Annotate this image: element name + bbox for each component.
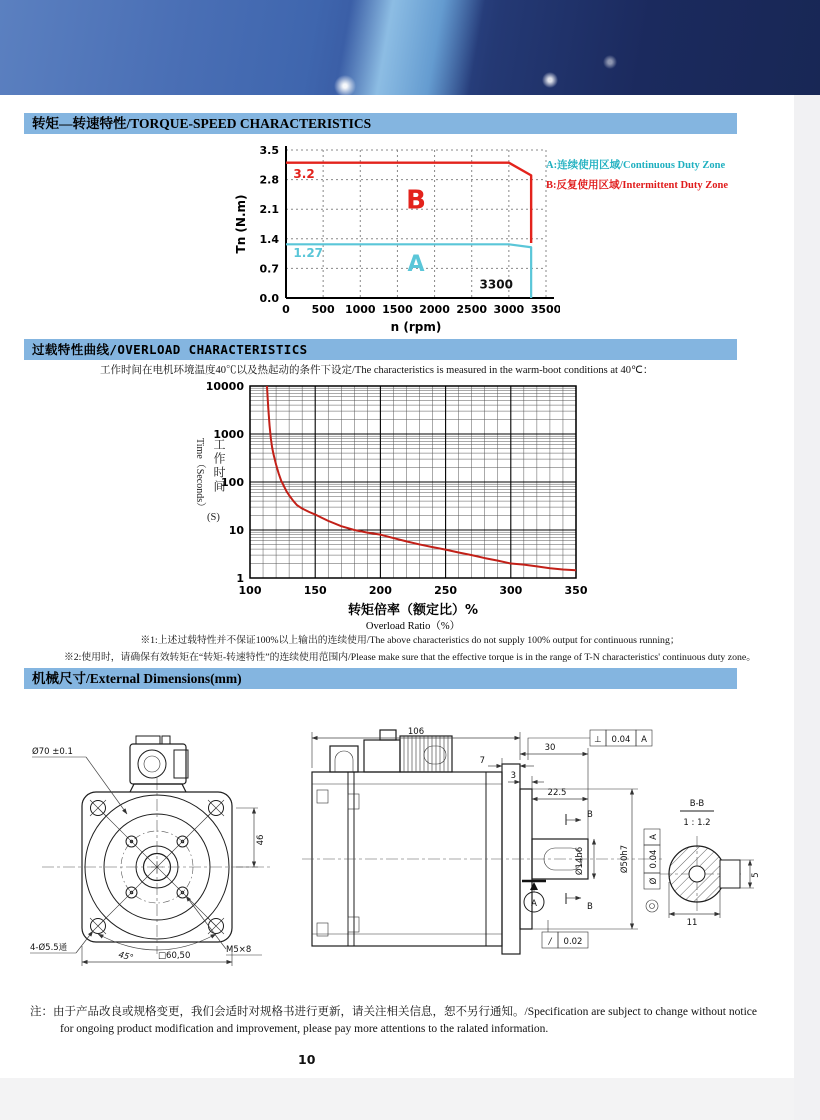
svg-text:⊥: ⊥ xyxy=(594,735,602,745)
dim-label-46: 46 xyxy=(256,834,266,846)
svg-text:2.1: 2.1 xyxy=(259,203,279,217)
page-margin-right xyxy=(794,95,820,1120)
legend-intermittent-duty: B:反复使用区域/Intermittent Duty Zone xyxy=(546,180,728,191)
dim-label-45deg: 45° xyxy=(117,950,135,964)
svg-text:3000: 3000 xyxy=(493,303,525,316)
section-title-dimensions: 机械尺寸/External Dimensions(mm) xyxy=(24,668,737,689)
svg-text:100: 100 xyxy=(221,476,244,489)
svg-text:0.7: 0.7 xyxy=(259,262,279,276)
section-title-overload: 过载特性曲线/OVERLOAD CHARACTERISTICS xyxy=(24,339,737,360)
torque-speed-chart-wrap xyxy=(230,140,560,336)
overload-ylabel-unit: (S) xyxy=(207,512,220,523)
svg-text:1: 1 xyxy=(236,572,244,585)
chart-legend xyxy=(546,156,806,196)
tolerance-flatness xyxy=(542,920,588,948)
svg-text:3.5: 3.5 xyxy=(259,144,279,157)
svg-text:0.02: 0.02 xyxy=(563,937,583,947)
svg-text:3300: 3300 xyxy=(479,277,513,292)
section-title-torque-speed: 转矩—转速特性/TORQUE-SPEED CHARACTERISTICS xyxy=(24,113,737,134)
torque-speed-chart xyxy=(230,140,560,336)
overload-note-1: ※1:上述过载特性并不保证100%以上输出的连续使用/The above characteristics do not supply 100% output for continuous running； xyxy=(140,635,680,646)
dim-label-106: 106 xyxy=(407,727,425,737)
section-bb-scale: 1 : 1.2 xyxy=(683,818,711,828)
svg-text:A: A xyxy=(649,834,659,840)
dim-label-11: 11 xyxy=(686,918,698,928)
footer-note-prefix: 注： xyxy=(30,1006,53,1018)
svg-text:350: 350 xyxy=(564,584,588,597)
footer-note-line1: 由于产品改良或规格变更，我们会适时对规格书进行更新，请关注相关信息，恕不另行通知。/Specification are subject to change without notice xyxy=(53,1006,757,1018)
dim-label-22-5: 22.5 xyxy=(547,788,567,798)
overload-chart-wrap xyxy=(178,380,648,636)
svg-text:0.04: 0.04 xyxy=(611,735,631,745)
overload-ylabel-zh: 工作时间 xyxy=(212,438,226,494)
section-b-label-top: B xyxy=(587,810,593,820)
legend-continuous-duty: A:连续使用区域/Continuous Duty Zone xyxy=(546,160,726,171)
mechanical-drawing xyxy=(30,694,790,996)
svg-text:Overload Ratio（%）: Overload Ratio（%） xyxy=(365,621,461,632)
overload-note-2: ※2:使用时，请确保有效转矩在“转矩-转速特性”的连续使用范围内/Please make sure that the effective torque is in the range of T-N characteristics' continuous duty zone。 xyxy=(63,652,757,663)
svg-text:1500: 1500 xyxy=(382,303,413,316)
svg-text:1000: 1000 xyxy=(213,428,244,441)
svg-text:2000: 2000 xyxy=(419,303,450,316)
section-bb-view xyxy=(660,799,761,928)
overload-subtitle: 工作时间在电机环境温度40℃以及热起动的条件下设定/The characteristics is measured in the warm-boot conditions at 40℃： xyxy=(100,365,654,376)
svg-text:转矩倍率（额定比）%: 转矩倍率（额定比）% xyxy=(347,603,479,618)
svg-text:3.2: 3.2 xyxy=(293,166,315,181)
front-view xyxy=(30,736,272,966)
svg-text:0.04: 0.04 xyxy=(649,849,659,869)
svg-text:200: 200 xyxy=(368,584,392,597)
dim-label-dia70: Ø70 ±0.1 xyxy=(32,747,73,757)
page-number: 10 xyxy=(298,1052,316,1067)
dim-label-5: 5 xyxy=(751,872,761,878)
overload-chart xyxy=(178,380,588,636)
svg-text:10: 10 xyxy=(228,524,244,537)
dim-label-m5x8: M5×8 xyxy=(226,945,252,955)
svg-text:1.27: 1.27 xyxy=(293,245,324,260)
svg-text:0.0: 0.0 xyxy=(259,292,279,305)
dim-label-dia14h6: Ø14h6 xyxy=(575,846,585,876)
connector-front xyxy=(130,736,188,792)
svg-text:0: 0 xyxy=(282,303,290,316)
connector-small-side xyxy=(330,746,358,772)
dim-label-3: 3 xyxy=(510,771,516,781)
svg-text:1.4: 1.4 xyxy=(259,232,279,246)
svg-text:/: / xyxy=(548,937,552,947)
svg-text:n (rpm): n (rpm) xyxy=(390,320,442,334)
svg-text:2500: 2500 xyxy=(456,303,488,316)
overload-ylabel-en: Time（Seconds） xyxy=(194,438,205,513)
svg-text:3500: 3500 xyxy=(530,303,560,316)
svg-text:1000: 1000 xyxy=(344,303,376,316)
svg-text:A: A xyxy=(641,735,647,745)
dim-label-dia50h7: Ø50h7 xyxy=(620,844,630,874)
svg-text:Tn (N.m): Tn (N.m) xyxy=(234,194,248,254)
svg-text:300: 300 xyxy=(499,584,523,597)
svg-text:Ø: Ø xyxy=(649,877,659,885)
svg-text:10000: 10000 xyxy=(205,380,244,393)
svg-text:B: B xyxy=(406,185,426,216)
page-margin-bottom xyxy=(0,1078,794,1120)
footer-note xyxy=(30,1004,810,1037)
svg-text:500: 500 xyxy=(311,303,335,316)
svg-text:2.8: 2.8 xyxy=(259,173,279,187)
header-banner xyxy=(0,0,820,95)
dim-label-4-dia5-5: 4-Ø5.5通 xyxy=(30,943,68,953)
side-view xyxy=(302,727,662,954)
section-b-label-bottom: B xyxy=(587,902,593,912)
dim-label-30: 30 xyxy=(544,743,556,753)
section-bb-title: B-B xyxy=(689,799,705,809)
svg-text:100: 100 xyxy=(238,584,262,597)
svg-text:250: 250 xyxy=(434,584,458,597)
datum-a-label: A xyxy=(531,899,537,909)
svg-text:A: A xyxy=(407,251,425,277)
footer-note-line2: for ongoing product modification and improvement, please pay more attentions to the ralated information. xyxy=(60,1022,549,1035)
dim-label-7: 7 xyxy=(479,756,485,766)
dim-label-60-50: □60,50 xyxy=(158,951,191,961)
svg-text:150: 150 xyxy=(303,584,327,597)
